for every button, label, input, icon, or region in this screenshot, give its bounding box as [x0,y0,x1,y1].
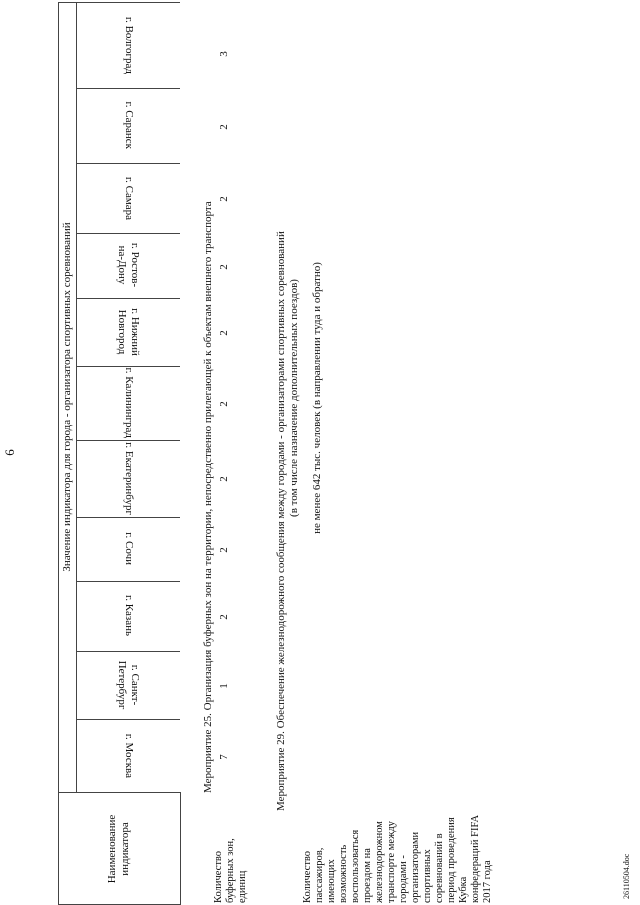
indicator-value-group-header: Значение индикатора для города - организатора спортивных соревнований [58,2,77,793]
document-code: 26110504.doc [622,853,631,899]
city-header-moscow: г. Москва [76,719,180,793]
city-header-rostov-on-don: г. Ростов-на-Дону [76,233,180,299]
buffer-zones-nizhny-novgorod: 2 [218,330,230,336]
city-header-yekaterinburg: г. Екатеринбург [76,440,180,518]
buffer-zones-volgograd: 3 [218,51,230,57]
buffer-zones-count-label: Количество буферных зон, единиц [213,838,248,903]
buffer-zones-kazan: 2 [218,614,230,620]
buffer-zones-moscow: 7 [218,754,230,760]
city-header-kazan: г. Казань [76,581,180,652]
buffer-zones-saint-petersburg: 1 [218,683,230,689]
city-header-nizhny-novgorod: г. Нижний Новгород [76,298,180,367]
city-header-kaliningrad: г. Калининград [76,366,180,441]
city-header-samara: г. Самара [76,163,180,234]
measure-25-title: Мероприятие 25. Организация буферных зон на территории, непосредственно прилегающей к объектам внешнего транспорта [202,201,214,793]
buffer-zones-saransk: 2 [218,124,230,130]
buffer-zones-yekaterinburg: 2 [218,476,230,482]
measure-29-title: Мероприятие 29. Обеспечение железнодорожного сообщения между городами - организаторами спортивных соревнований [275,231,287,811]
indicator-name-header: Наименование индикатора [58,792,181,905]
buffer-zones-samara: 2 [218,196,230,202]
buffer-zones-kaliningrad: 2 [218,401,230,407]
page-number: 6 [2,449,17,456]
measure-29-subtitle: (в том числе назначение дополнительных поездов) [288,279,300,517]
city-header-sochi: г. Сочи [76,517,180,582]
passenger-count-value: не менее 642 тыс. человек (в направлении туда и обратно) [311,262,323,534]
city-header-saint-petersburg: г. Санкт-Петербург [76,651,180,720]
city-header-volgograd: г. Волгоград [76,2,180,89]
buffer-zones-sochi: 2 [218,547,230,553]
city-header-saransk: г. Саранск [76,88,180,164]
buffer-zones-rostov-on-don: 2 [218,264,230,270]
passenger-count-label: Количество пассажиров, имеющих возможность воспользоваться проездом на железнодорожном транспорте между городами - организаторами спортивных соревнований в период проведения Кубка конфедераций FIFA 2017 года [302,815,493,903]
